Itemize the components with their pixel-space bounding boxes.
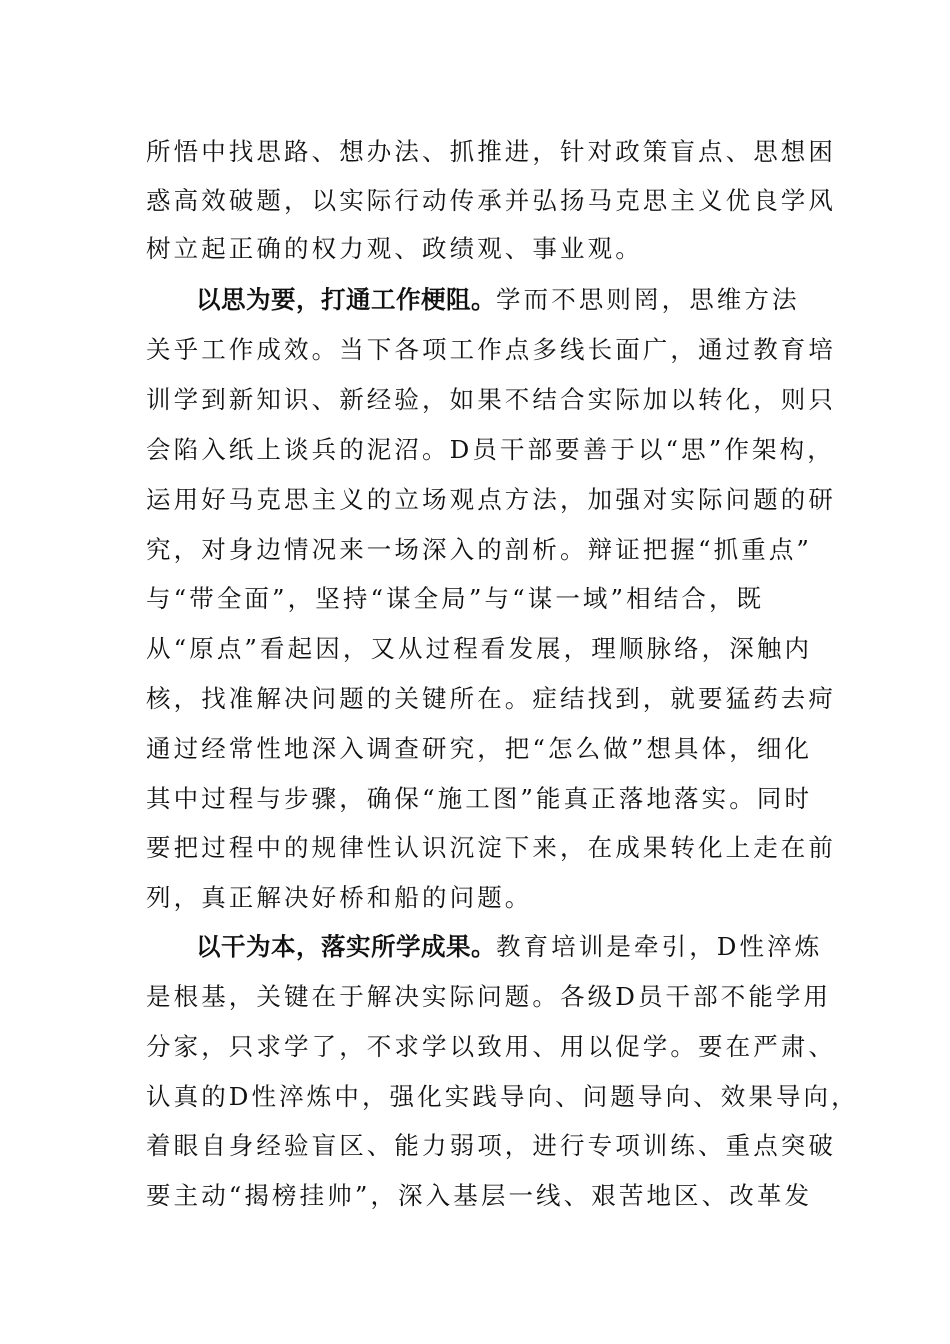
- text-line: 运用好马克思主义的立场观点方法，加强对实际问题的研: [146, 485, 836, 514]
- text-line: 列，真正解决好桥和船的问题。: [146, 883, 533, 912]
- paragraph-line: [196, 932, 822, 962]
- paragraph-heading: 以干为本，落实所学成果。: [196, 932, 496, 961]
- text-line: 所悟中找思路、想办法、抓推进，针对政策盲点、思想困: [146, 137, 836, 166]
- text-line: 训学到新知识、新经验，如果不结合实际加以转化，则只: [146, 385, 836, 414]
- text-line: 其中过程与步骤，确保“施工图”能真正落地落实。同时: [146, 784, 813, 813]
- paragraph-text: 教育培训是牵引，D性淬炼: [496, 932, 823, 961]
- text-line: 通过经常性地深入调查研究，把“怎么做”想具体，细化: [146, 734, 813, 763]
- text-line: 着眼自身经验盲区、能力弱项，进行专项训练、重点突破: [146, 1131, 836, 1160]
- text-line: 核，找准解决问题的关键所在。症结找到，就要猛药去疴: [146, 684, 836, 713]
- text-line: 与“带全面”，坚持“谋全局”与“谋一域”相结合，既: [146, 584, 765, 613]
- text-line: 是根基，关键在于解决实际问题。各级D员干部不能学用: [146, 982, 832, 1011]
- text-line: 分家，只求学了，不求学以致用、用以促学。要在严肃、: [146, 1032, 836, 1061]
- text-line: 究，对身边情况来一场深入的剖析。辩证把握“抓重点”: [146, 535, 813, 564]
- paragraph-text: 学而不思则罔，思维方法: [496, 285, 800, 314]
- text-line: 要主动“揭榜挂帅”，深入基层一线、艰苦地区、改革发: [146, 1181, 813, 1210]
- paragraph-line: [196, 285, 800, 315]
- paragraph-heading: 以思为要，打通工作梗阻。: [196, 285, 496, 314]
- text-line: 认真的D性淬炼中，强化实践导向、问题导向、效果导向，: [146, 1082, 859, 1111]
- text-line: 关乎工作成效。当下各项工作点多线长面广，通过教育培: [146, 335, 836, 364]
- text-line: 惑高效破题，以实际行动传承并弘扬马克思主义优良学风: [146, 186, 836, 215]
- text-line: 从“原点”看起因，又从过程看发展，理顺脉络，深触内: [146, 634, 813, 663]
- text-line: 会陷入纸上谈兵的泥沼。D员干部要善于以“思”作架构，: [146, 435, 835, 464]
- text-line: 要把过程中的规律性认识沉淀下来，在成果转化上走在前: [146, 833, 836, 862]
- text-line: 树立起正确的权力观、政绩观、事业观。: [146, 234, 643, 263]
